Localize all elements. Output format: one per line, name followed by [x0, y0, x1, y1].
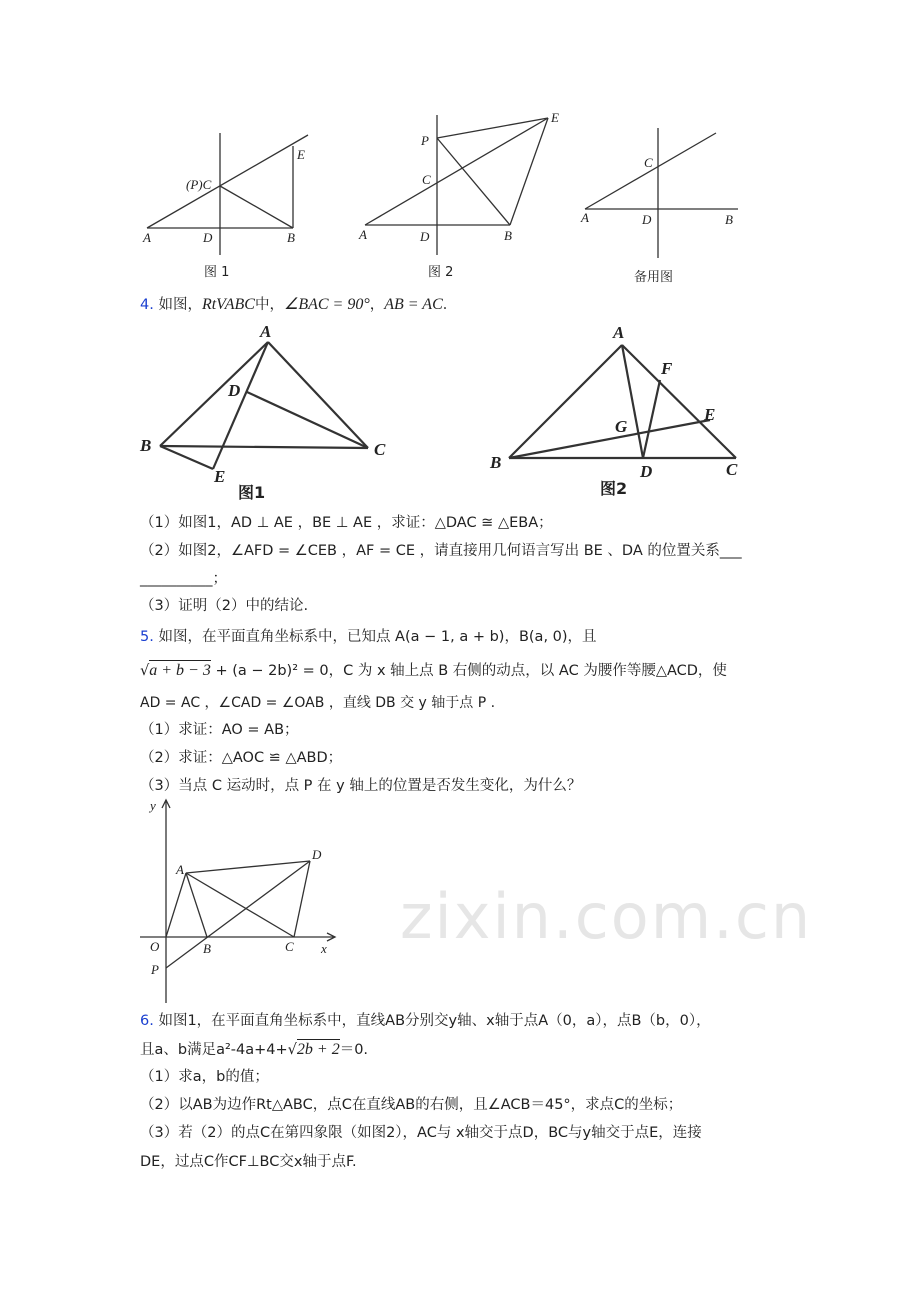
text: 如图，在平面直角坐标系中，已知点 A(a − 1, a + b)，B(a, 0)，且 [158, 629, 597, 645]
q5-stem-line-2 [140, 661, 727, 681]
math: ∠BAC = 90° [283, 296, 370, 313]
label-C: C [422, 172, 431, 187]
caption: 图2 [600, 479, 628, 498]
label-B: B [490, 453, 502, 472]
q6-stem-line-2 [140, 1040, 368, 1060]
question-number: 6. [140, 1013, 154, 1029]
text: 如图， [158, 297, 202, 313]
label-C: C [374, 440, 386, 459]
label-C: C [644, 155, 653, 170]
q5-stem-line-1 [140, 627, 597, 647]
label-G: G [615, 417, 628, 436]
label-D: D [228, 381, 241, 400]
q5-part-2: （2）求证：△AOC ≌ △ABD； [140, 750, 343, 766]
label-x: x [321, 941, 327, 956]
top-figure-1 [142, 133, 308, 280]
label-B: B [504, 228, 512, 243]
text: ＝0. [339, 1042, 369, 1058]
label-A: A [176, 862, 184, 877]
caption: 图 1 [204, 265, 230, 280]
sqrt-radicand: a + b − 3 [149, 662, 211, 679]
q4-figure-2 [489, 323, 738, 498]
label-E: E [214, 467, 226, 486]
q6-part-3: （3）若（2）的点C在第四象限（如图2），AC与 x轴交于点D，BC与y轴交于点E，连接 [140, 1125, 702, 1141]
label-C: C [285, 939, 294, 954]
q6-part-3-cont: DE，过点C作CF⊥BC交x轴于点F. [140, 1154, 357, 1170]
question-number: 4. [140, 297, 154, 313]
label-O: O [150, 939, 160, 954]
label-E: E [551, 110, 559, 125]
q5-stem-line-3: AD = AC ，∠CAD = ∠OAB ，直线 DB 交 y 轴于点 P . [140, 695, 496, 711]
label-C: C [726, 460, 738, 479]
q5-figure [140, 798, 335, 1003]
q4-stem [140, 295, 457, 315]
q5-part-3: （3）当点 C 运动时，点 P 在 y 轴上的位置是否发生变化，为什么？ [140, 778, 582, 794]
q6-part-1: （1）求a，b的值； [140, 1069, 269, 1085]
label-A: A [581, 210, 589, 225]
label-P: P [421, 133, 429, 148]
label-y: y [150, 798, 156, 813]
label-D: D [420, 229, 430, 244]
text: ． [442, 297, 458, 313]
label-B: B [203, 941, 211, 956]
q4-part-2: （2）如图2，∠AFD = ∠CEB ，AF = CE ，请直接用几何语言写出 BE 、DA 的位置关系___ [140, 543, 742, 559]
label-A: A [143, 230, 151, 245]
q6-stem-line-1 [140, 1011, 711, 1031]
label-D: D [640, 462, 653, 481]
caption: 图1 [238, 483, 266, 502]
label-PC: (P)C [186, 177, 212, 192]
q4-part-1: （1）如图1，AD ⊥ AE ，BE ⊥ AE ，求证：△DAC ≅ △EBA； [140, 515, 553, 531]
label-F: F [661, 359, 673, 378]
label-A: A [359, 227, 367, 242]
label-D: D [203, 230, 213, 245]
top-figure-spare [580, 128, 738, 285]
label-A: A [613, 323, 625, 342]
top-figure-2 [358, 110, 559, 280]
q5-part-1: （1）求证：AO = AB； [140, 722, 299, 738]
math: AB = AC [384, 296, 443, 313]
sqrt-sign: √ [140, 663, 150, 679]
label-D: D [642, 212, 652, 227]
label-A: A [260, 322, 272, 341]
caption: 备用图 [634, 270, 674, 285]
label-E: E [297, 147, 305, 162]
label-B: B [287, 230, 295, 245]
label-E: E [704, 405, 716, 424]
q6-part-2: （2）以AB为边作Rt△ABC，点C在直线AB的右侧，且∠ACB＝45°，求点C的坐标； [140, 1097, 683, 1113]
text: + (a − 2b)² = 0，C 为 x 轴上点 B 右侧的动点，以 AC 为腰作等腰△ACD，使 [210, 663, 727, 679]
question-number: 5. [140, 629, 154, 645]
q4-figure-1 [139, 322, 386, 502]
label-B: B [140, 436, 152, 455]
label-D: D [312, 847, 322, 862]
text: 中， [254, 297, 284, 313]
label-P: P [151, 962, 159, 977]
text: 且a、b满足a²-4a+4+ [140, 1042, 288, 1058]
q4-part-3: （3）证明（2）中的结论. [140, 598, 309, 614]
caption: 图 2 [428, 265, 454, 280]
text: 如图1，在平面直角坐标系中，直线AB分别交y轴、x轴于点A（0，a），点B（b，0）， [158, 1013, 711, 1029]
sqrt-sign: √ [287, 1042, 297, 1058]
text: ， [369, 297, 385, 313]
label-B: B [725, 212, 733, 227]
watermark: zixin.com.cn [400, 880, 813, 953]
sqrt-radicand: 2b + 2 [296, 1041, 340, 1058]
q4-part-2-blank: __________； [140, 571, 227, 587]
math: RtVABC [201, 296, 255, 313]
